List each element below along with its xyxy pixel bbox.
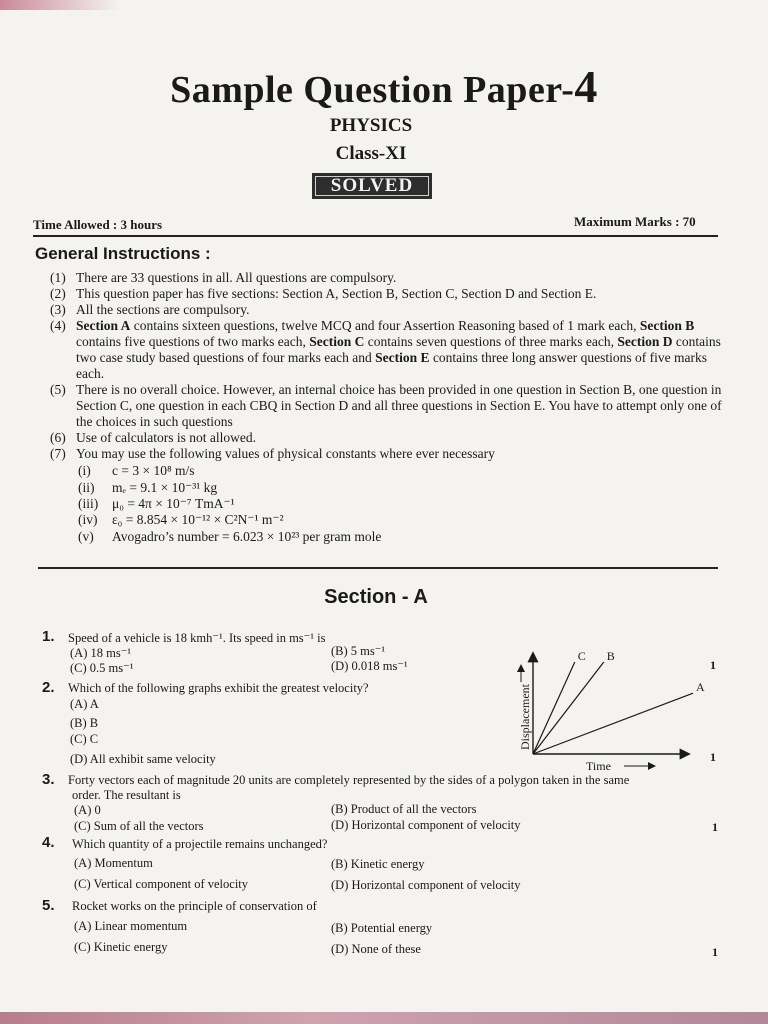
class-heading: Class-XI bbox=[335, 143, 407, 164]
page-edge-bottom bbox=[0, 1012, 768, 1024]
question-2-option-b: (B) B bbox=[70, 716, 99, 730]
constant-avogadro: (v) Avogadro’s number = 6.023 × 10²³ per gram mole bbox=[78, 529, 382, 544]
question-2-text: Which of the following graphs exhibit the greatest velocity? bbox=[68, 681, 369, 695]
paper-title: Sample Question Paper-4 bbox=[170, 61, 598, 112]
constant-permeability: (iii) μ₀ = 4π × 10⁻⁷ TmA⁻¹ bbox=[78, 496, 235, 511]
question-3-marks: 1 bbox=[712, 820, 718, 834]
constant-electron-mass: (ii) mₑ = 9.1 × 10⁻³¹ kg bbox=[78, 480, 218, 495]
question-3-option-a: (A) 0 bbox=[74, 803, 101, 817]
constant-speed-of-light: (i) c = 3 × 10⁸ m/s bbox=[78, 463, 195, 478]
question-3-option-c: (C) Sum of all the vectors bbox=[74, 819, 204, 833]
question-5-option-d: (D) None of these bbox=[331, 942, 421, 956]
question-3-option-b: (B) Product of all the vectors bbox=[331, 802, 477, 816]
question-4-option-c: (C) Vertical component of velocity bbox=[74, 877, 249, 891]
question-1-option-a: (A) 18 ms⁻¹ bbox=[70, 646, 132, 660]
question-4-option-a: (A) Momentum bbox=[74, 856, 153, 870]
question-5-option-c: (C) Kinetic energy bbox=[74, 940, 168, 954]
section-divider bbox=[38, 567, 718, 569]
question-2-option-c: (C) C bbox=[70, 732, 99, 746]
x-axis-label: Time bbox=[586, 759, 611, 773]
question-1-option-c: (C) 0.5 ms⁻¹ bbox=[70, 661, 134, 675]
graph-label-a: A bbox=[696, 680, 705, 695]
question-3-text-line1: Forty vectors each of magnitude 20 units are completely represented by the sides of a polygon taken in the same bbox=[68, 773, 630, 787]
question-2-option-a: (A) A bbox=[70, 697, 99, 711]
question-2-marks: 1 bbox=[710, 750, 716, 764]
graph-label-b: B bbox=[606, 649, 615, 663]
constant-permittivity: (iv) ε₀ = 8.854 × 10⁻¹² × C²N⁻¹ m⁻² bbox=[78, 512, 284, 527]
question-3-number: 3. bbox=[42, 771, 55, 788]
question-1-number: 1. bbox=[42, 628, 55, 645]
question-1-option-d: (D) 0.018 ms⁻¹ bbox=[331, 659, 408, 673]
question-4-option-d: (D) Horizontal component of velocity bbox=[331, 878, 521, 892]
question-4-number: 4. bbox=[42, 834, 55, 851]
header-divider bbox=[33, 235, 718, 237]
question-3-text-line2: order. The resultant is bbox=[72, 788, 181, 802]
time-allowed: Time Allowed : 3 hours bbox=[33, 217, 163, 232]
question-4-option-b: (B) Kinetic energy bbox=[331, 857, 425, 871]
page-edge-top bbox=[0, 0, 768, 10]
displacement-time-graph bbox=[508, 648, 705, 776]
graph-label-c: C bbox=[577, 649, 586, 663]
section-title: Section - A bbox=[324, 586, 428, 608]
subject-heading: PHYSICS bbox=[329, 115, 413, 136]
y-axis-label: Displacement bbox=[518, 684, 532, 750]
question-2-option-d: (D) All exhibit same velocity bbox=[70, 752, 216, 766]
solved-badge: SOLVED bbox=[312, 173, 432, 199]
question-3-option-d: (D) Horizontal component of velocity bbox=[331, 818, 521, 832]
question-1-option-b: (B) 5 ms⁻¹ bbox=[331, 644, 386, 658]
question-2-number: 2. bbox=[42, 679, 55, 696]
question-5-option-b: (B) Potential energy bbox=[331, 921, 433, 935]
instructions-title: General Instructions : bbox=[35, 244, 211, 263]
question-1-marks: 1 bbox=[710, 658, 716, 672]
question-4-text: Which quantity of a projectile remains unchanged? bbox=[72, 837, 328, 851]
question-1-text: Speed of a vehicle is 18 kmh⁻¹. Its speed in ms⁻¹ is bbox=[68, 631, 326, 645]
question-5-number: 5. bbox=[42, 897, 55, 914]
question-5-option-a: (A) Linear momentum bbox=[74, 919, 188, 933]
question-5-text: Rocket works on the principle of conservation of bbox=[72, 899, 317, 913]
question-5-marks: 1 bbox=[712, 945, 718, 959]
maximum-marks: Maximum Marks : 70 bbox=[574, 214, 696, 229]
